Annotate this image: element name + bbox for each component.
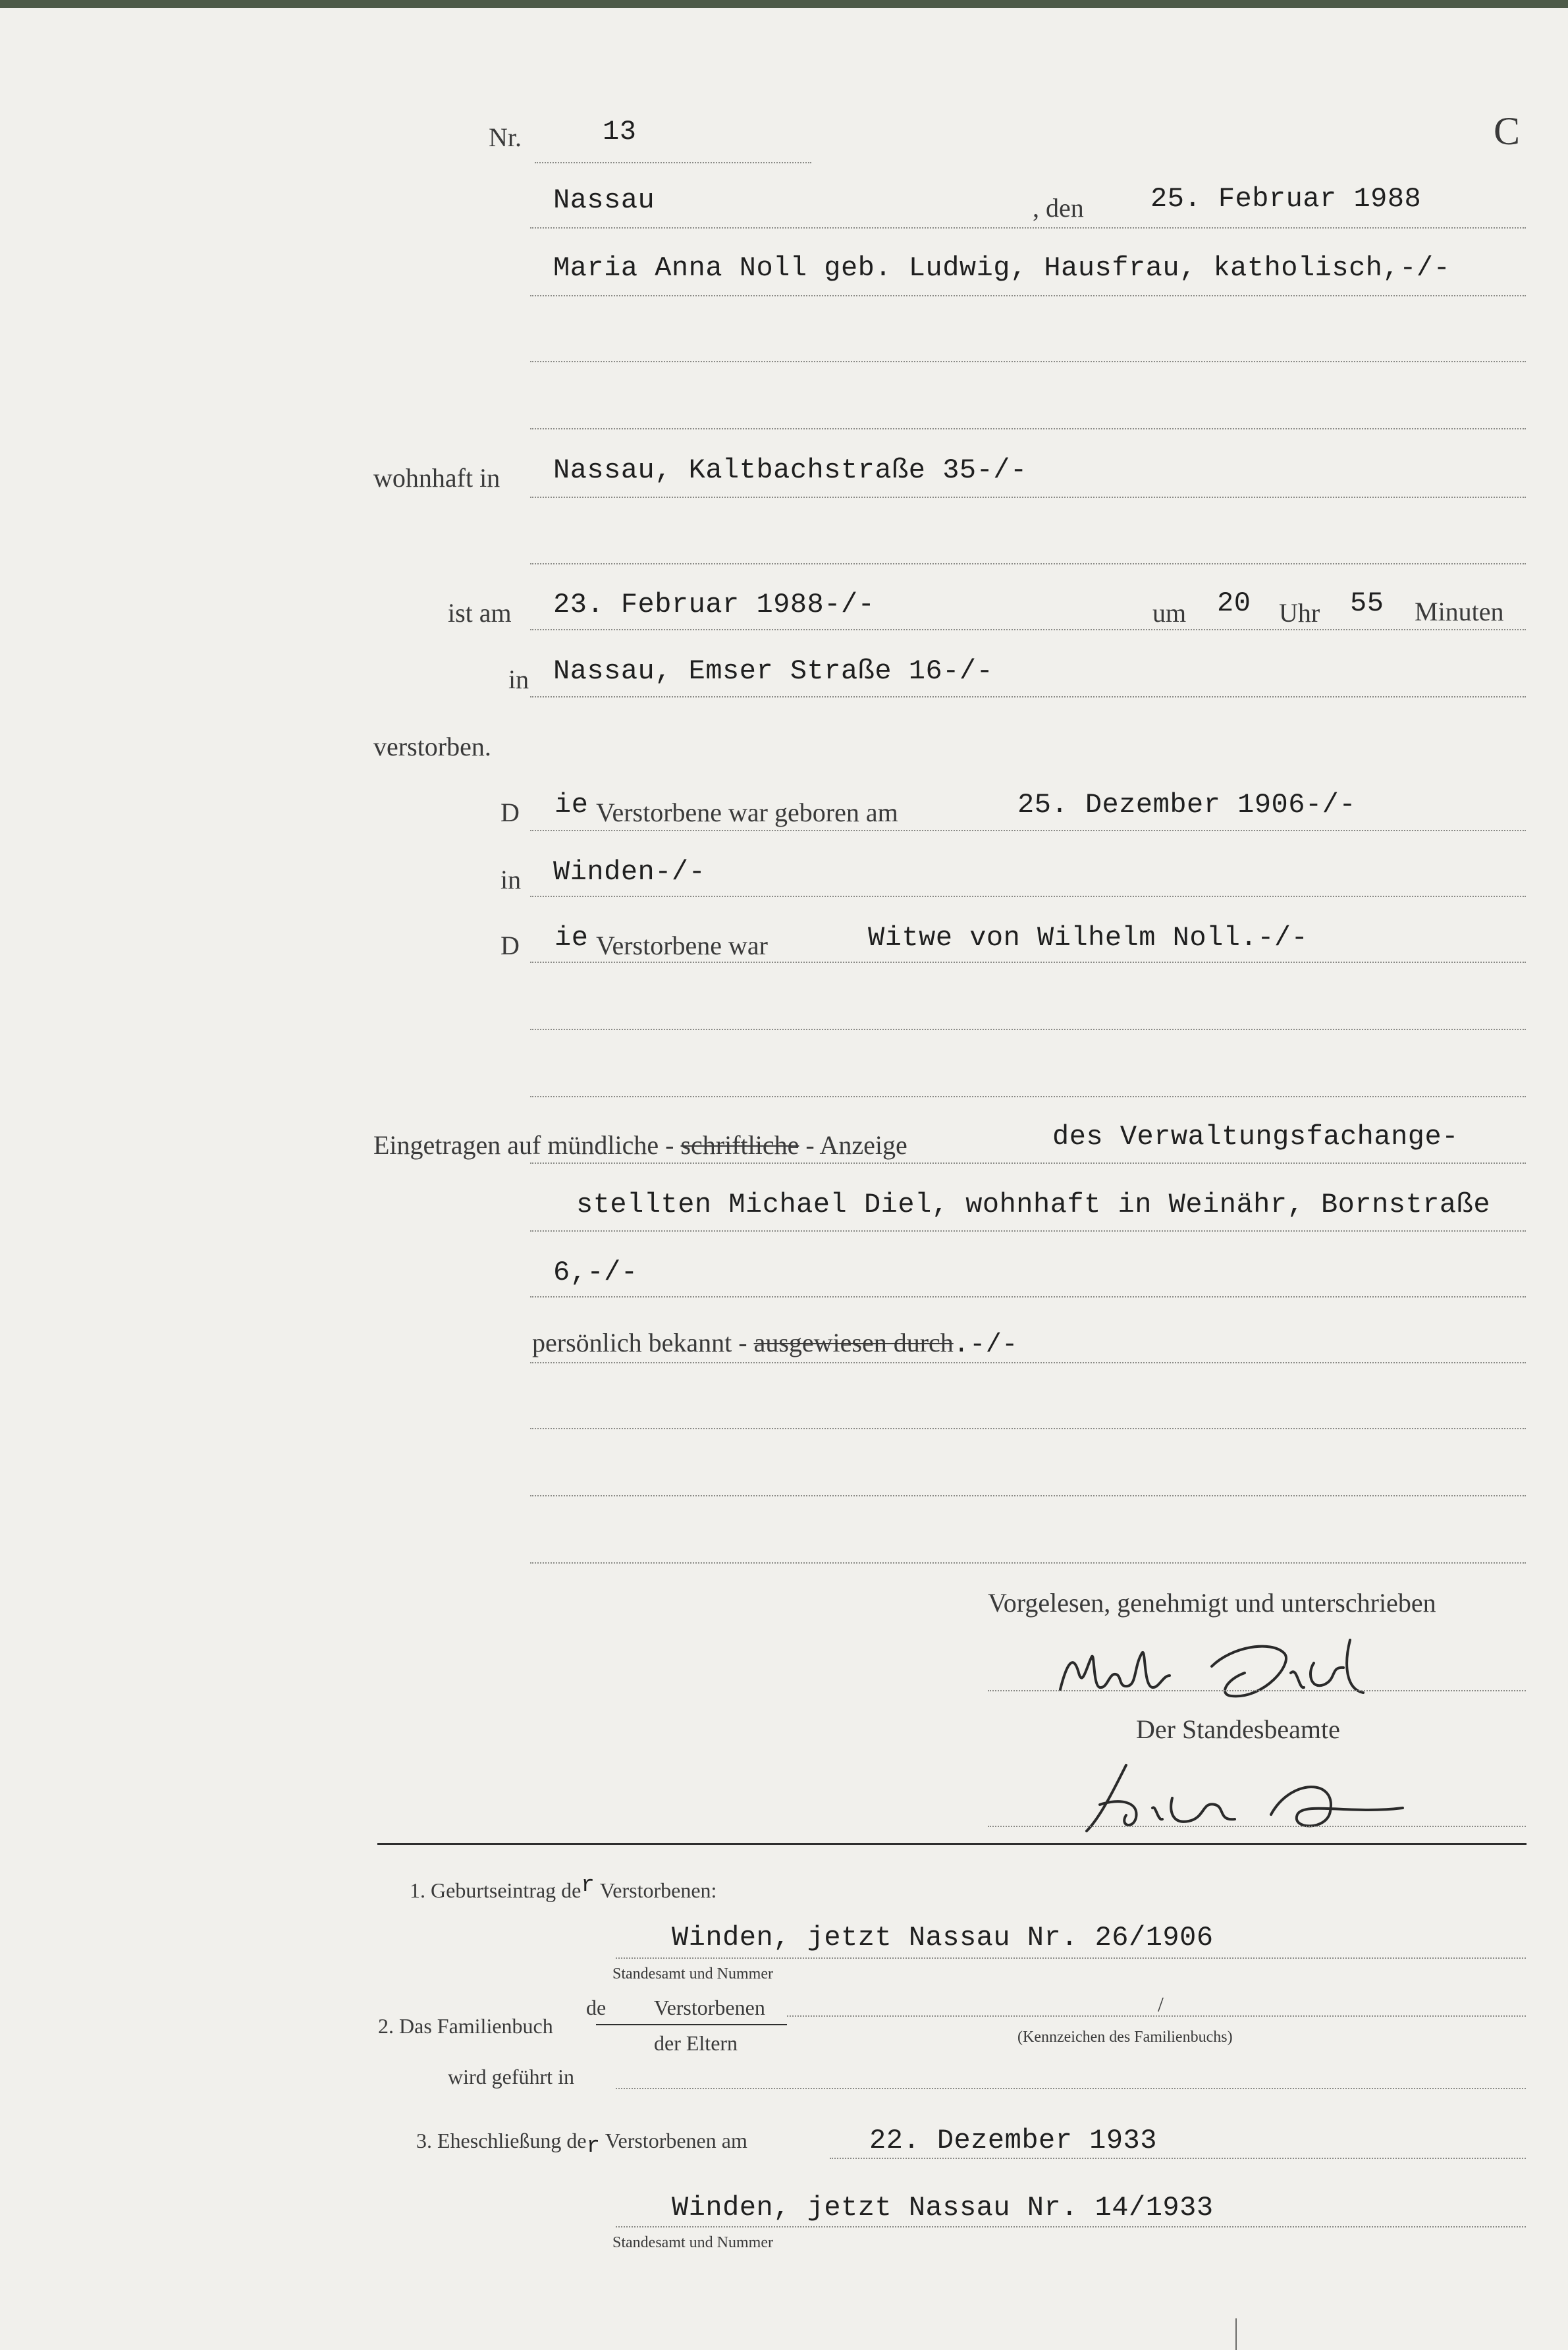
- birth-date: 25. Dezember 1906-/-: [1017, 789, 1357, 821]
- footer-item2-verstorbenen: Verstorbenen: [654, 1996, 765, 2019]
- in-label-death: in: [508, 665, 529, 694]
- birth-line: [530, 830, 1526, 831]
- footer-item1-rule: [616, 1957, 1526, 1959]
- death-hour: 20: [1217, 588, 1251, 619]
- footer-item1-label: 1. Geburtseintrag der Verstorbenen:: [410, 1873, 717, 1902]
- footer-item2-eltern: der Eltern: [654, 2031, 738, 2055]
- standesamt-label-1: Standesamt und Nummer: [612, 1965, 773, 1982]
- footer-item3-rule: [616, 2226, 1526, 2227]
- report-line-3: 6,-/-: [553, 1257, 638, 1288]
- status-d-prefix: D: [500, 931, 520, 960]
- ist-am-label: ist am: [448, 598, 512, 628]
- minuten-label: Minuten: [1415, 597, 1504, 626]
- death-place: Nassau, Emser Straße 16-/-: [553, 655, 994, 687]
- report-line-2-rule: [530, 1230, 1526, 1232]
- informant-signature: [1054, 1627, 1409, 1706]
- report-line-1-rule: [530, 1162, 1526, 1164]
- nr-line: [535, 162, 811, 163]
- form-letter: C: [1494, 109, 1521, 153]
- blank-line-1: [530, 361, 1526, 362]
- nr-value: 13: [603, 116, 637, 148]
- blank-line-6: [530, 1428, 1526, 1429]
- death-minutes: 55: [1350, 588, 1384, 619]
- footer-separator: [377, 1843, 1527, 1845]
- schriftliche-struck: schriftliche: [680, 1130, 799, 1160]
- footer-item2-de: de: [586, 1996, 607, 2019]
- birth-ie: ie: [554, 789, 589, 821]
- blank-line-4: [530, 1029, 1526, 1030]
- um-label: um: [1152, 598, 1187, 628]
- birth-place: Winden-/-: [553, 856, 706, 888]
- bekannt-line: persönlich bekannt - ausgewiesen durch.-/-: [532, 1328, 1018, 1360]
- informant-signature-line: [988, 1690, 1526, 1691]
- blank-line-7: [530, 1495, 1526, 1496]
- death-place-line: [530, 696, 1526, 697]
- birth-d-prefix: D: [500, 798, 520, 827]
- footer-item2-gefuehrt: wird geführt in: [448, 2065, 574, 2089]
- status-value: Witwe von Wilhelm Noll.-/-: [868, 922, 1309, 954]
- place-value: Nassau: [553, 184, 655, 216]
- footer-item2-slash: /: [1158, 1992, 1164, 2016]
- ist-am-line: [530, 629, 1526, 630]
- report-line-2: stellten Michael Diel, wohnhaft in Weinähr, Bornstraße: [576, 1189, 1491, 1220]
- status-war-label: Verstorbene war: [596, 931, 768, 960]
- vorgelesen-label: Vorgelesen, genehmigt und unterschrieben: [988, 1588, 1436, 1618]
- deceased-name: Maria Anna Noll geb. Ludwig, Hausfrau, katholisch,-/-: [553, 252, 1451, 284]
- wohnhaft-value: Nassau, Kaltbachstraße 35-/-: [553, 454, 1027, 486]
- report-line-3-rule: [530, 1296, 1526, 1298]
- blank-line-5: [530, 1096, 1526, 1097]
- registrar-signature: [1073, 1752, 1416, 1838]
- place-date-line: [530, 227, 1526, 229]
- footer-item2-rule: [787, 2015, 1526, 2017]
- register-page: [0, 8, 1568, 2350]
- footer-item1-value: Winden, jetzt Nassau Nr. 26/1906: [672, 1922, 1214, 1954]
- verstorben-label: verstorben.: [373, 732, 491, 761]
- footer-item3-value: Winden, jetzt Nassau Nr. 14/1933: [672, 2192, 1214, 2224]
- blank-line-3: [530, 563, 1526, 564]
- bekannt-rule: [530, 1362, 1526, 1363]
- registrar-signature-line: [988, 1826, 1526, 1827]
- name-line: [530, 295, 1526, 296]
- binding-mark: [1235, 2318, 1237, 2350]
- birth-place-line: [530, 896, 1526, 897]
- date-value: 25. Februar 1988: [1150, 183, 1422, 215]
- report-line-1: des Verwaltungsfachange-: [1052, 1121, 1459, 1153]
- bleed-through-mark: [1436, 757, 1442, 785]
- footer-item2-gefuehrt-rule: [616, 2088, 1526, 2089]
- in-label-birth: in: [500, 865, 522, 894]
- geboren-label: Verstorbene war geboren am: [596, 798, 898, 827]
- death-date: 23. Februar 1988-/-: [553, 589, 875, 620]
- status-line: [530, 962, 1526, 963]
- footer-item2-label: 2. Das Familienbuch: [378, 2014, 553, 2038]
- wohnhaft-line: [530, 497, 1526, 498]
- eingetragen-label: Eingetragen auf mündliche - schriftliche - Anzeige: [373, 1130, 907, 1160]
- kennzeichen-label: (Kennzeichen des Familienbuchs): [1017, 2029, 1233, 2046]
- standesbeamte-label: Der Standesbeamte: [1136, 1714, 1340, 1744]
- blank-line-8: [530, 1562, 1526, 1564]
- nr-label: Nr.: [489, 123, 522, 152]
- ausgewiesen-struck: ausgewiesen durch: [753, 1328, 954, 1357]
- blank-line-2: [530, 428, 1526, 429]
- status-ie: ie: [554, 922, 589, 954]
- wohnhaft-label: wohnhaft in: [373, 463, 500, 493]
- footer-item2-fraction-line: [596, 2024, 787, 2025]
- footer-item3-label: 3. Eheschließung der Verstorbenen am: [416, 2129, 747, 2159]
- den-label: , den: [1033, 193, 1084, 223]
- footer-item3-date-rule: [830, 2158, 1526, 2159]
- uhr-label: Uhr: [1279, 598, 1320, 628]
- scan-top-border: [0, 0, 1568, 8]
- standesamt-label-2: Standesamt und Nummer: [612, 2234, 773, 2251]
- footer-item3-date: 22. Dezember 1933: [869, 2125, 1157, 2156]
